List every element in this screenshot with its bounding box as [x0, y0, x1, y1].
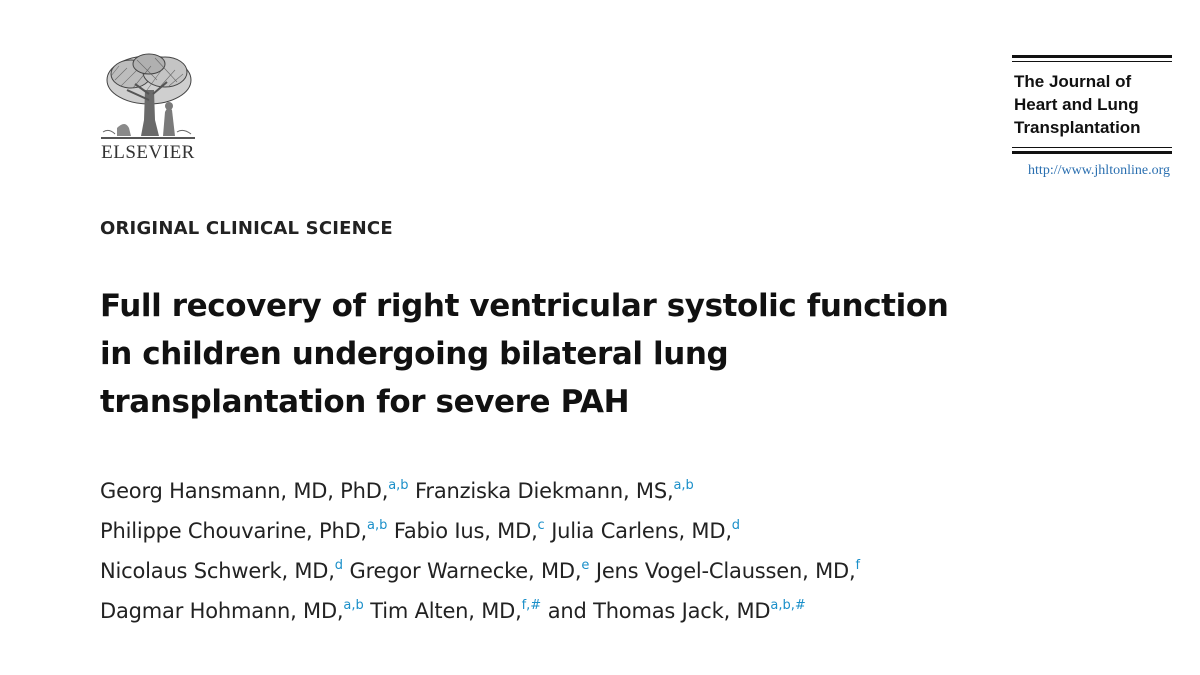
- author-line: [100, 511, 1100, 551]
- journal-title-line-3: Transplantation: [1014, 118, 1141, 137]
- journal-title: [1014, 70, 1172, 139]
- journal-title-line-1: The Journal of: [1014, 72, 1132, 91]
- affiliation-marker[interactable]: f,#: [521, 598, 542, 613]
- author-name: Fabio Ius, MD,: [393, 519, 538, 543]
- author-name: Nicolaus Schwerk, MD,: [100, 559, 335, 583]
- affiliation-marker[interactable]: e: [581, 558, 590, 573]
- affiliation-marker[interactable]: c: [537, 518, 545, 533]
- author-line: [100, 551, 1100, 591]
- article-title: [100, 282, 1080, 426]
- author-line: [100, 471, 1100, 511]
- affiliation-marker[interactable]: a,b,#: [770, 598, 806, 613]
- journal-masthead: [1012, 55, 1172, 154]
- author-name: Julia Carlens, MD,: [551, 519, 732, 543]
- article-title-line-1: Full recovery of right ventricular systolic function: [100, 288, 949, 324]
- masthead-bottom-thin-rule: [1012, 147, 1172, 148]
- author-name: Jens Vogel-Claussen, MD,: [595, 559, 856, 583]
- affiliation-marker[interactable]: a,b: [367, 518, 388, 533]
- author-line: [100, 591, 1100, 631]
- affiliation-marker[interactable]: a,b: [673, 478, 694, 493]
- masthead-bottom-rule: [1012, 151, 1172, 154]
- author-name: and Thomas Jack, MD: [547, 599, 771, 623]
- author-name: Tim Alten, MD,: [370, 599, 522, 623]
- author-name: Franziska Diekmann, MS,: [415, 479, 674, 503]
- affiliation-marker[interactable]: a,b: [388, 478, 409, 493]
- publisher-name: ELSEVIER: [101, 142, 195, 163]
- article-title-line-2: in children undergoing bilateral lung: [100, 336, 729, 372]
- masthead-top-rule: [1012, 55, 1172, 58]
- affiliation-marker[interactable]: d: [731, 518, 741, 533]
- author-name: Dagmar Hohmann, MD,: [100, 599, 344, 623]
- journal-title-line-2: Heart and Lung: [1014, 95, 1139, 114]
- journal-url-link[interactable]: http://www.jhltonline.org: [1028, 163, 1170, 178]
- masthead-top-thin-rule: [1012, 61, 1172, 62]
- affiliation-marker[interactable]: f: [855, 558, 861, 573]
- article-title-line-3: transplantation for severe PAH: [100, 384, 630, 420]
- section-label: ORIGINAL CLINICAL SCIENCE: [100, 218, 393, 239]
- affiliation-marker[interactable]: a,b: [343, 598, 364, 613]
- author-name: Philippe Chouvarine, PhD,: [100, 519, 368, 543]
- author-name: Georg Hansmann, MD, PhD,: [100, 479, 389, 503]
- author-name: Gregor Warnecke, MD,: [349, 559, 582, 583]
- affiliation-marker[interactable]: d: [334, 558, 344, 573]
- author-list: [100, 471, 1100, 631]
